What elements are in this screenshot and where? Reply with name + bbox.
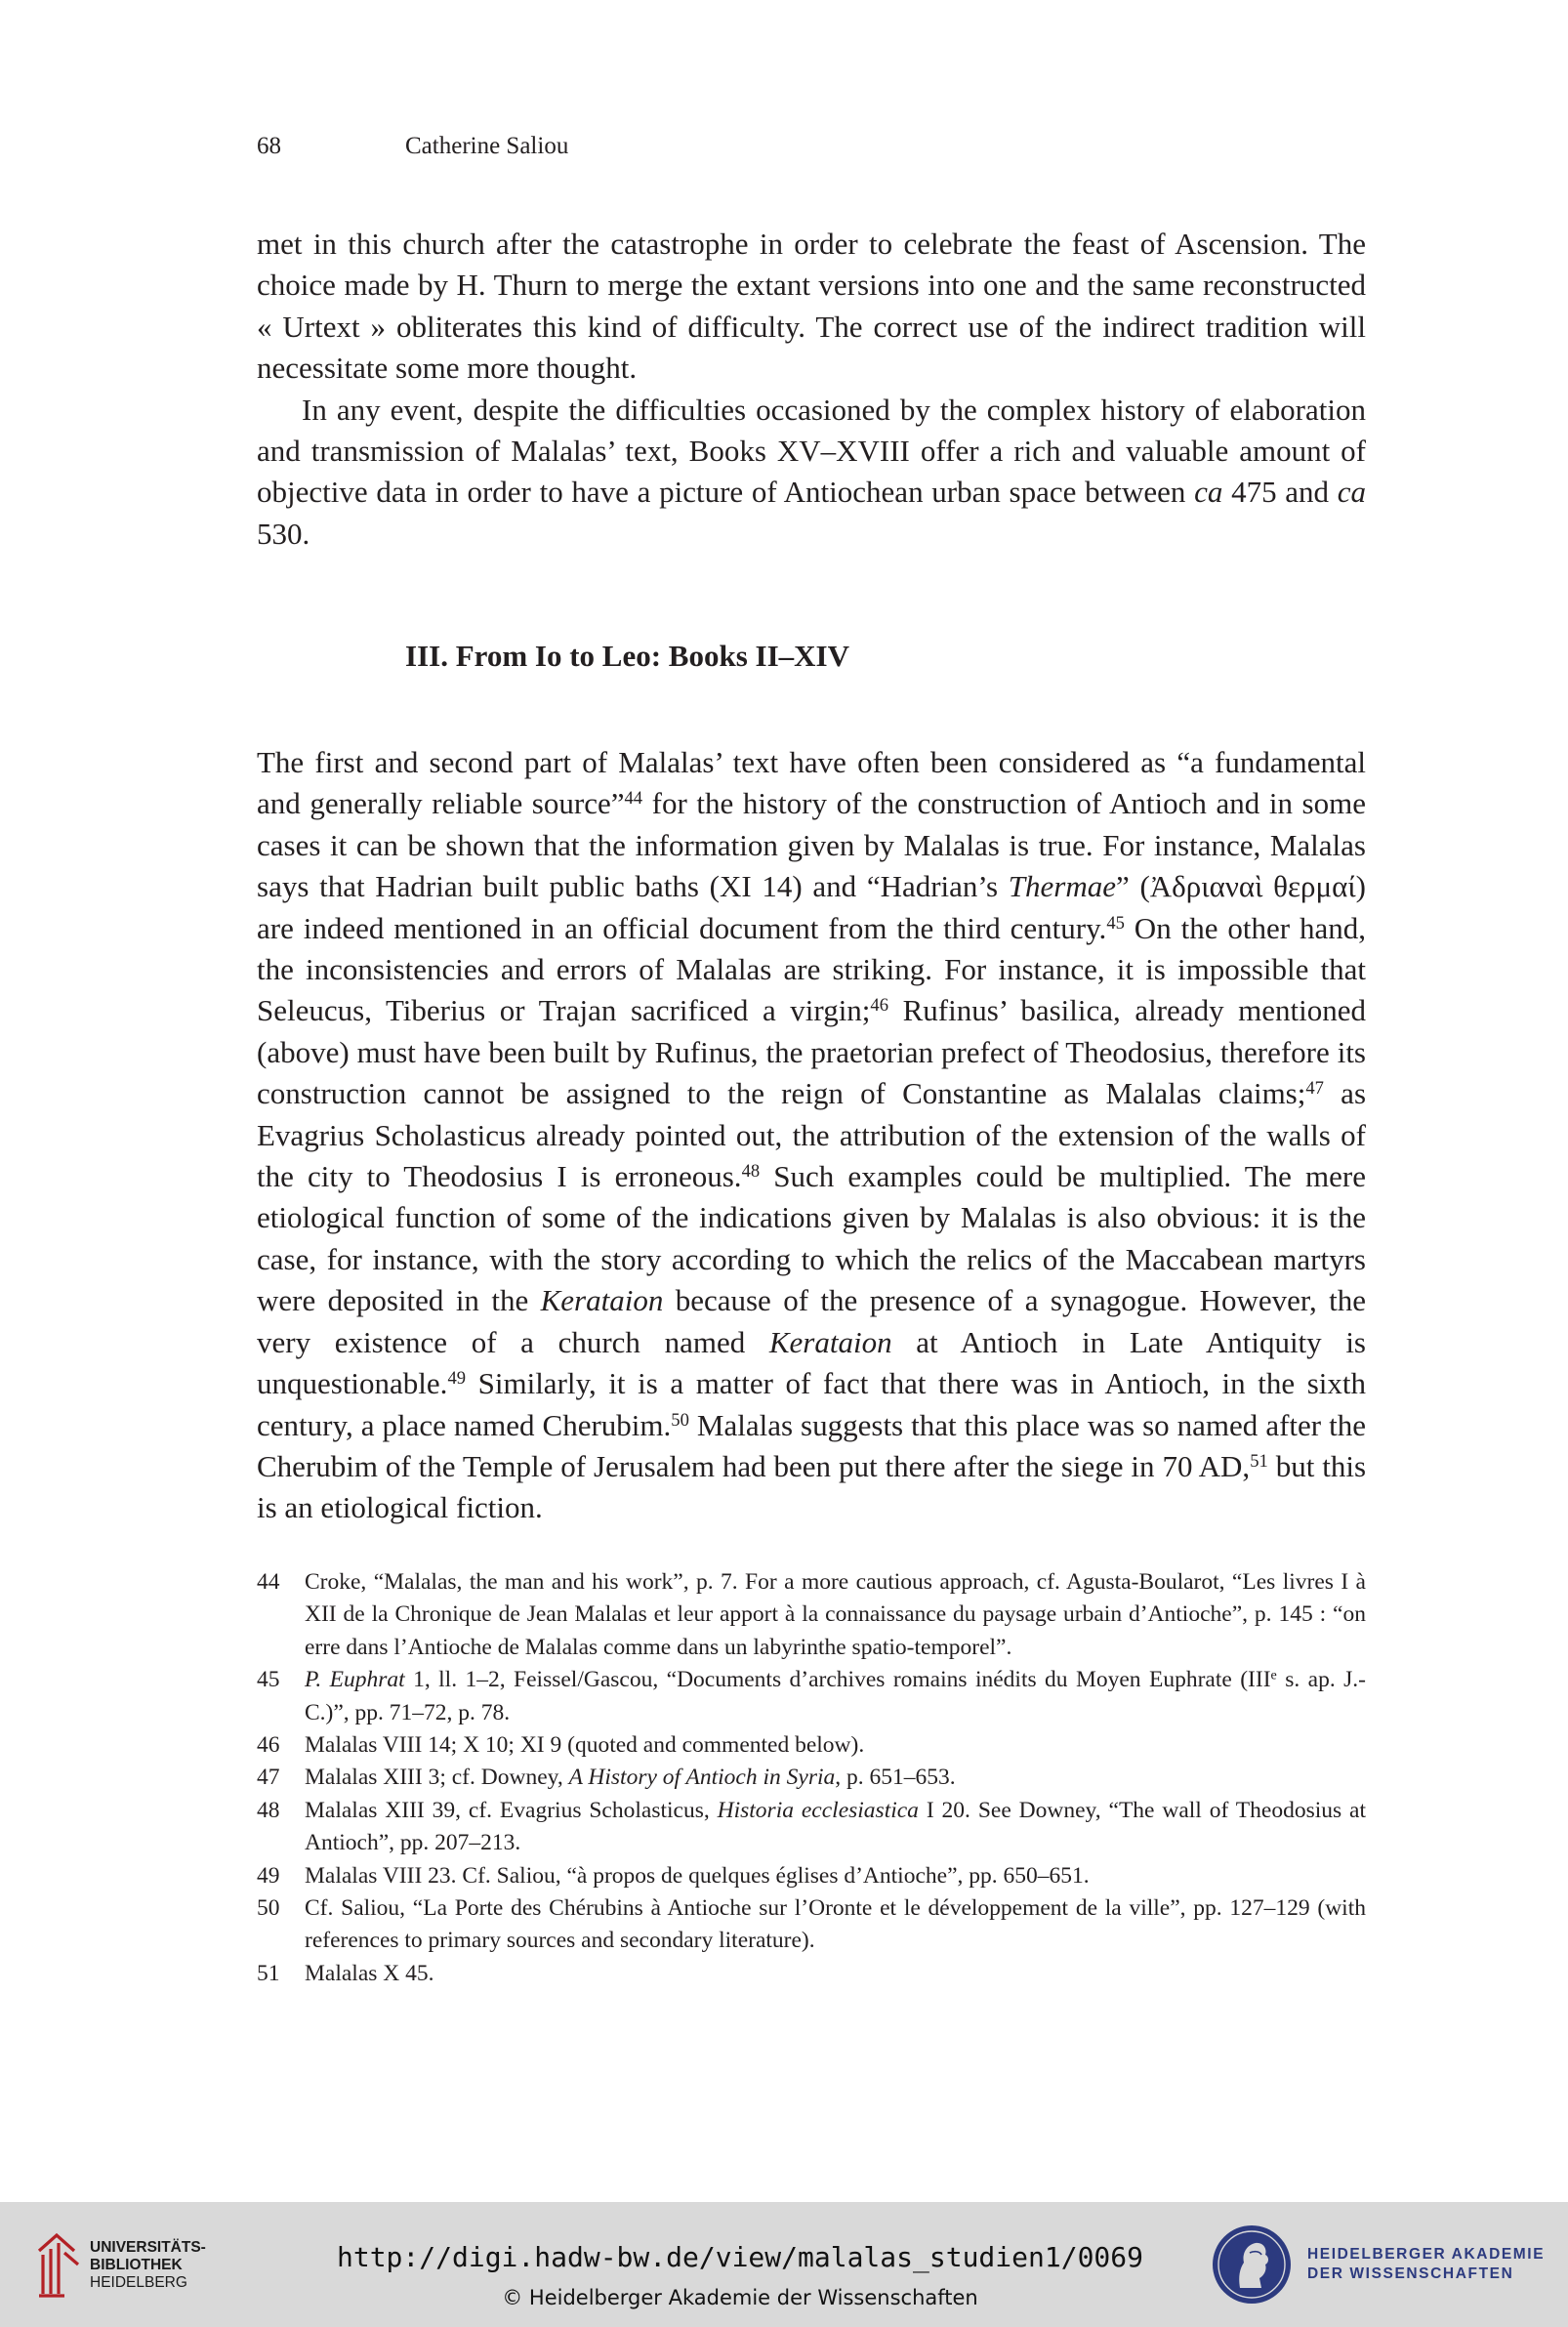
paragraph-2-text: In any event, despite the difficulties occasioned by the complex history of elaboration and transmission of Malalas’ text, Books XV–XVIII offer a rich and valuable amount of objective data in order to have a picture of Antiochean urban space between xyxy=(257,392,1366,510)
running-head-author: Catherine Saliou xyxy=(405,133,569,159)
academy-name: HEIDELBERGER AKADEMIE DER WISSENSCHAFTEN xyxy=(1307,2246,1546,2282)
viewer-footer xyxy=(0,2202,1568,2327)
footnote-text: 1, ll. 1–2, Feissel/Gascou, “Documents d’archives romains inédits du Moyen Euphrate (III xyxy=(404,1667,1271,1693)
footnote-ref-47[interactable]: 47 xyxy=(1305,1078,1324,1100)
text-run: On the other hand, the inconsistencies and errors of Malalas are striking. For instance, it is impossible that Seleucus, Tiberius or Trajan sacrificed a virgin; xyxy=(257,910,1366,1028)
text-run: Such examples could be multiplied. The mere etiological function of some of the indications given by Malalas is also obvious: it is the case, for instance, with the story according to which the relics of the Maccabean martyrs were deposited in the xyxy=(257,1159,1366,1318)
academy-seal-icon[interactable] xyxy=(1211,2223,1293,2306)
footnote-ref-50[interactable]: 50 xyxy=(671,1409,689,1431)
footnote-50 xyxy=(257,1892,1366,1958)
footnote-46 xyxy=(257,1729,1366,1762)
opening-paragraphs xyxy=(257,224,1366,555)
paragraph-1: met in this church after the catastrophe in order to celebrate the feast of Ascension. The choice made by H. Thurn to merge the extant versions into one and the same reconstructed « Urtext » obliterates this kind of difficulty. The correct use of the indirect tradition will necessitate some more thought. xyxy=(257,227,1366,386)
text-run: The first and second part of Malalas’ text have often been considered as “a fundamental and generally reliable source” xyxy=(257,745,1366,821)
footnotes xyxy=(257,1566,1366,1990)
paragraph-2 xyxy=(257,390,1366,556)
footnote-ref-44[interactable]: 44 xyxy=(624,788,643,810)
footnote-superscript: e xyxy=(1270,1667,1277,1683)
section-heading: III. From Io to Leo: Books II–XIV xyxy=(405,639,849,673)
text-run: Rufinus’ basilica, already mentioned (above) must have been built by Rufinus, the praetorian prefect of Theodosius, therefore its construction cannot be assigned to the reign of Constantine as Malalas claims; xyxy=(257,993,1366,1111)
text-run: because of the presence of a synagogue. However, the very existence of a church named xyxy=(257,1283,1366,1359)
university-library-name: UNIVERSITÄTS- BIBLIOTHEK HEIDELBERG xyxy=(90,2239,206,2291)
text-run: but this is an etiological fiction. xyxy=(257,1448,1367,1525)
footnote-text: Malalas XIII 39, cf. Evagrius Scholasticus, xyxy=(305,1797,718,1823)
footnote-49 xyxy=(257,1860,1366,1892)
footnote-italic: P. Euphrat xyxy=(305,1667,405,1693)
circa-abbrev: ca xyxy=(1194,475,1223,510)
footnote-number: 48 xyxy=(257,1797,280,1823)
footnote-text: Cf. Saliou, “La Porte des Chérubins à Antioche sur l’Oronte et le développement de la ville”, pp. 127–129 (with references to primary sources and secondary literature). xyxy=(305,1895,1366,1954)
copyright xyxy=(0,2286,1568,2309)
footnote-text: Malalas VIII 14; X 10; XI 9 (quoted and commented below). xyxy=(305,1732,865,1759)
paragraph-2-text: 530. xyxy=(257,516,310,551)
italic-term: Kerataion xyxy=(768,1324,892,1359)
footnote-number: 45 xyxy=(257,1667,280,1693)
footnote-51 xyxy=(257,1958,1366,1990)
paragraph-2-text: 475 and xyxy=(1222,475,1338,510)
footnote-45 xyxy=(257,1664,1366,1729)
footnote-48 xyxy=(257,1795,1366,1860)
footnote-ref-45[interactable]: 45 xyxy=(1106,912,1125,934)
circa-abbrev: ca xyxy=(1337,475,1366,510)
footnote-number: 51 xyxy=(257,1960,280,1986)
footnote-text: I 20. See Downey, “The wall of Theodosius at Antioch”, pp. 207–213. xyxy=(305,1797,1366,1856)
footnote-text: Croke, “Malalas, the man and his work”, p. 7. For a more cautious approach, cf. Agusta-Boularot, “Les livres I à XII de la Chronique de Jean Malalas et leur apport à la connaissance du paysage urbain d’Antioche”, p. 145 : “on erre dans l’Antioche de Malalas comme dans un labyrinthe spatio-temporel”. xyxy=(305,1569,1366,1660)
text-run: Malalas suggests that this place was so named after the Cherubim of the Temple of Jerusalem had been put there after the siege in 70 AD, xyxy=(257,1407,1366,1483)
italic-term: Thermae xyxy=(1008,869,1117,904)
page-number: 68 xyxy=(257,133,281,159)
footnote-44 xyxy=(257,1566,1366,1664)
footnote-text: Malalas VIII 23. Cf. Saliou, “à propos de quelques églises d’Antioche”, pp. 650–651. xyxy=(305,1862,1090,1889)
footnote-text: , p. 651–653. xyxy=(835,1765,956,1791)
footnote-text: Malalas X 45. xyxy=(305,1960,434,1986)
footnote-italic: Historia ecclesiastica xyxy=(717,1797,919,1823)
footnote-47 xyxy=(257,1762,1366,1794)
main-paragraph-block xyxy=(257,742,1366,1529)
footnote-number: 44 xyxy=(257,1569,280,1595)
footnote-ref-49[interactable]: 49 xyxy=(447,1367,467,1389)
text-run: for the history of the construction of Antioch and in some cases it can be shown that the information given by Malalas is true. For instance, Malalas says that Hadrian built public baths (XI 14) and “Hadrian’s xyxy=(257,786,1366,904)
text-run: Similarly, it is a matter of fact that there was in Antioch, in the sixth century, a place named Cherubim. xyxy=(257,1366,1366,1442)
footnote-number: 46 xyxy=(257,1732,280,1759)
text-run: as Evagrius Scholasticus already pointed out, the attribution of the extension of the walls of the city to Theodosius I is erroneous. xyxy=(257,1076,1367,1194)
footnote-italic: A History of Antioch in Syria xyxy=(568,1765,836,1791)
footnote-text: s. ap. J.-C.)”, pp. 71–72, p. 78. xyxy=(305,1667,1366,1725)
main-paragraph xyxy=(257,742,1366,1529)
italic-term: Kerataion xyxy=(540,1283,664,1318)
text-run: at Antioch in Late Antiquity is unquestionable. xyxy=(257,1324,1366,1401)
copyright-text: © Heidelberger Akademie der Wissenschaften xyxy=(502,2286,978,2309)
footnote-text: Malalas XIII 3; cf. Downey, xyxy=(305,1765,569,1791)
footnote-number: 50 xyxy=(257,1895,280,1922)
footnote-number: 49 xyxy=(257,1862,280,1889)
permalink-url[interactable]: http://digi.hadw-bw.de/view/malalas_studien1/0069 xyxy=(336,2241,1143,2273)
footnote-ref-46[interactable]: 46 xyxy=(870,995,889,1017)
footnote-ref-48[interactable]: 48 xyxy=(741,1160,761,1182)
text-run: ” (Ἀδριαναὶ θερμαί) are indeed mentioned in an official document from the third century. xyxy=(257,869,1366,945)
footnote-number: 47 xyxy=(257,1765,280,1791)
footnote-ref-51[interactable]: 51 xyxy=(1250,1450,1268,1472)
